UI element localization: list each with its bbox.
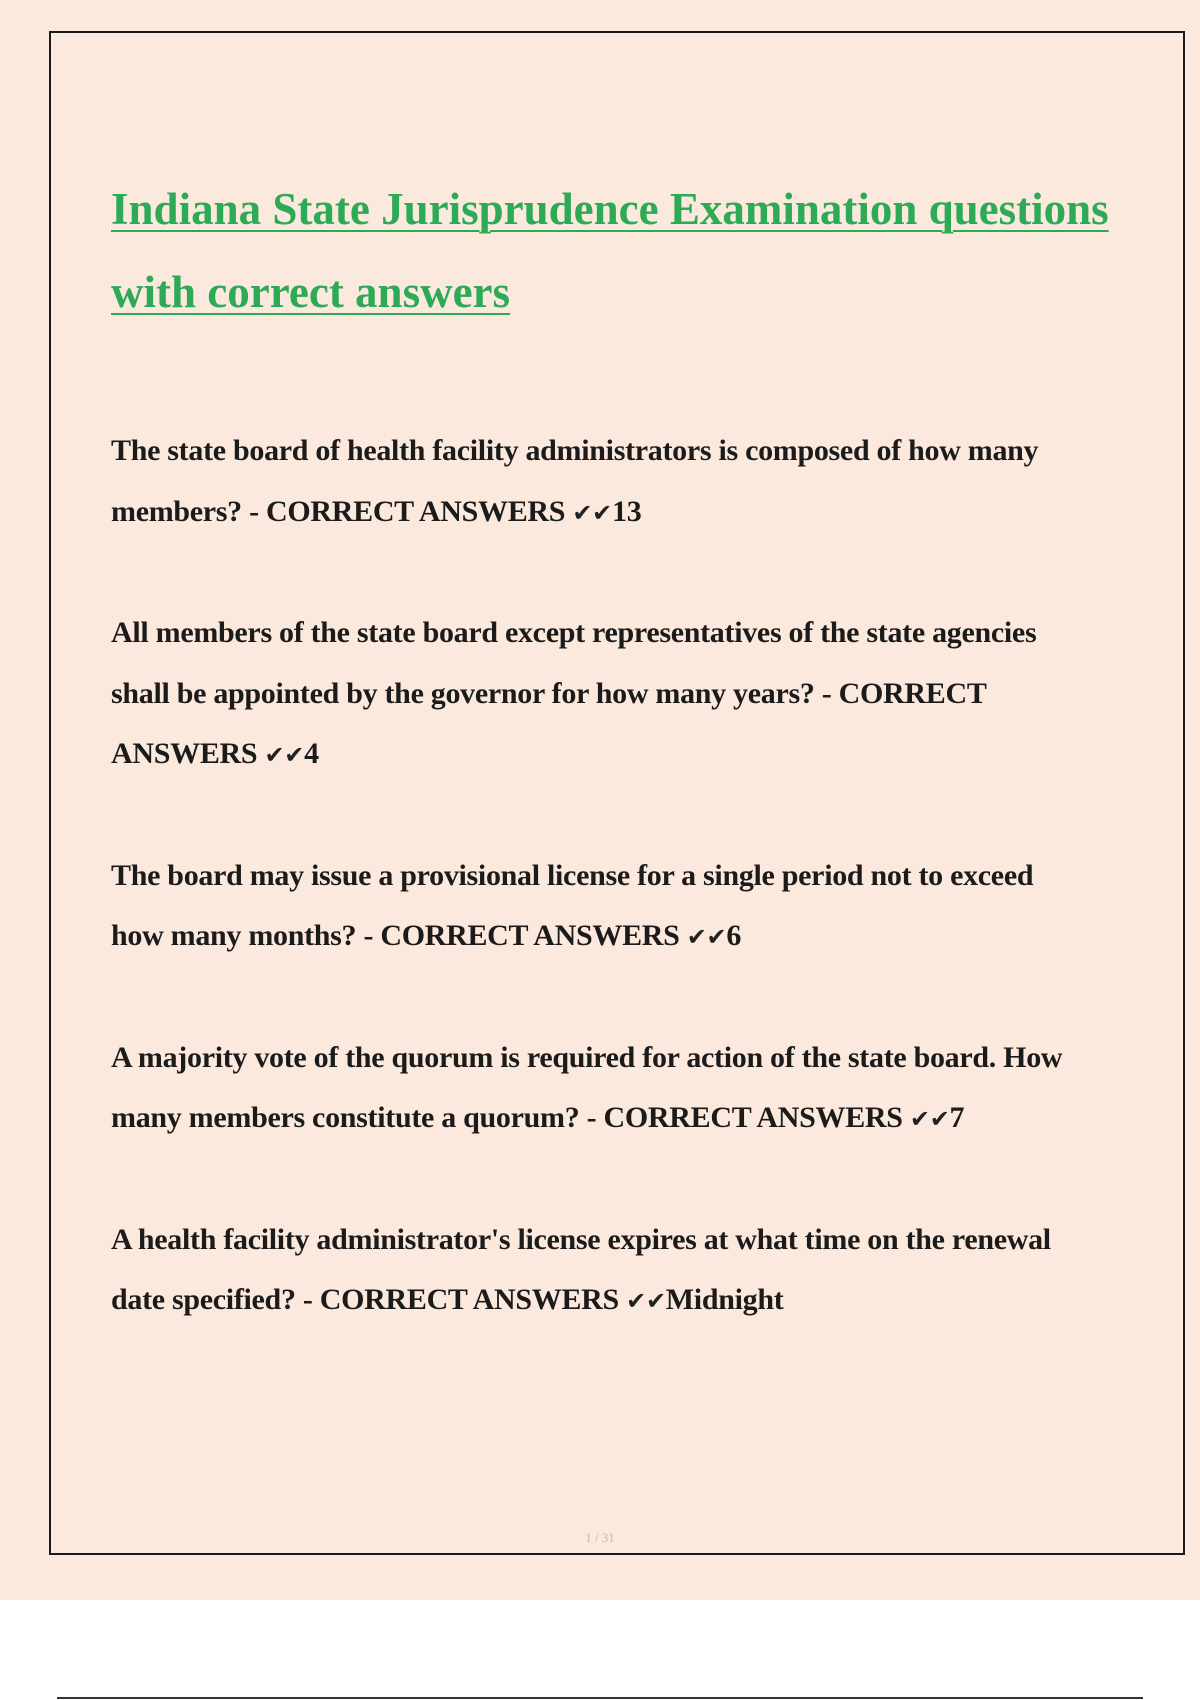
document-page xyxy=(49,31,1185,1555)
answer-text: Midnight xyxy=(665,1283,784,1316)
document-title: Indiana State Jurisprudence Examination questions with correct answers xyxy=(111,184,1109,317)
double-check-icon: ✔✔ xyxy=(909,1105,950,1133)
question-text: The state board of health facility administrators is composed of how many members? - CORRECT ANSWERS xyxy=(111,434,1039,528)
answer-text: 6 xyxy=(726,919,742,952)
qa-item xyxy=(111,603,1091,786)
divider-line xyxy=(57,1697,1143,1699)
qa-item xyxy=(111,846,1091,968)
question-text: All members of the state board except representatives of the state agencies shall be appointed by the governor for how many years? - CORRECT ANSWERS xyxy=(111,616,1037,770)
double-check-icon: ✔✔ xyxy=(264,741,305,769)
question-text: The board may issue a provisional license for a single period not to exceed how many months? - CORRECT ANSWERS xyxy=(111,858,1034,952)
question-list xyxy=(111,421,1091,1392)
answer-text: 13 xyxy=(612,494,642,528)
page-number: 1 / 31 xyxy=(585,1530,615,1545)
double-check-icon: ✔✔ xyxy=(686,923,727,951)
qa-item xyxy=(111,1028,1091,1150)
double-check-icon: ✔✔ xyxy=(572,498,612,527)
double-check-icon: ✔✔ xyxy=(626,1287,666,1315)
qa-item xyxy=(111,1210,1091,1332)
qa-item xyxy=(111,421,1091,543)
answer-text: 7 xyxy=(949,1101,965,1134)
answer-text: 4 xyxy=(304,737,319,770)
question-text: A health facility administrator's license expires at what time on the renewal date specified? - CORRECT ANSWERS xyxy=(111,1222,1051,1316)
question-text: A majority vote of the quorum is required for action of the state board. How many members constitute a quorum? - CORRECT ANSWERS xyxy=(111,1040,1063,1134)
